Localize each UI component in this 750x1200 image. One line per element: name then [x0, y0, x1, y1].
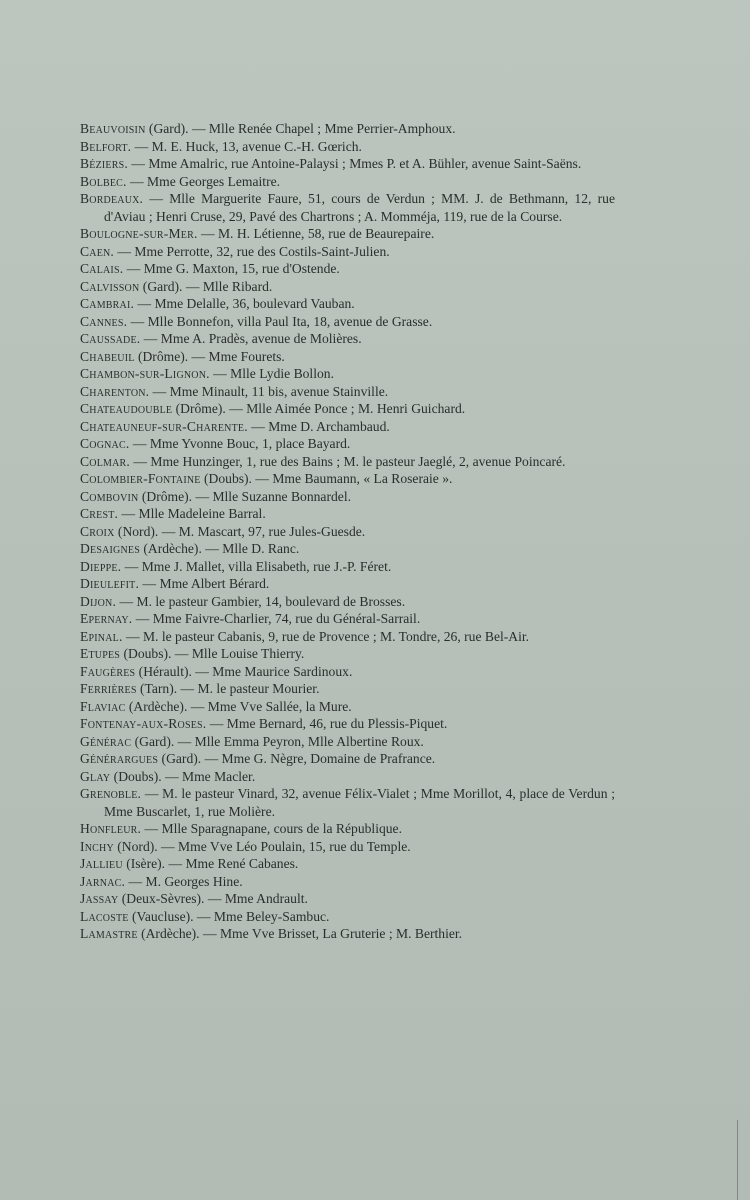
- town-name: Caussade.: [80, 331, 141, 346]
- list-entry: [80, 453, 615, 471]
- entry-details: — M. H. Létienne, 58, rue de Beaurepaire.: [197, 226, 435, 241]
- list-entry: [80, 190, 615, 225]
- town-name: Grenoble.: [80, 786, 142, 801]
- entry-details: (Ardèche). — Mme Vve Brisset, La Gruterie ; M. Berthier.: [137, 926, 463, 941]
- entry-details: — Mme G. Maxton, 15, rue d'Ostende.: [123, 261, 340, 276]
- list-entry: [80, 855, 615, 873]
- town-name: Calvisson: [80, 278, 140, 294]
- town-name: Chateauneuf-sur-Charente.: [80, 418, 248, 434]
- list-entry: [80, 470, 615, 488]
- entry-details: (Gard). — Mlle Ribard.: [139, 278, 273, 294]
- list-entry: [80, 418, 615, 436]
- entry-details: — Mme A. Pradès, avenue de Molières.: [140, 331, 362, 346]
- town-name: Cognac.: [80, 436, 130, 451]
- town-name: Lacoste: [80, 908, 129, 924]
- list-entry: [80, 365, 615, 383]
- entry-details: — M. le pasteur Gambier, 14, boulevard de Brosses.: [116, 593, 406, 609]
- list-entry: [80, 698, 615, 716]
- town-name: Chambon-sur-Lignon.: [80, 366, 210, 381]
- list-entry: [80, 540, 615, 558]
- address-list: [80, 120, 615, 943]
- town-name: Colombier-Fontaine: [80, 471, 201, 486]
- entry-details: — Mlle Bonnefon, villa Paul Ita, 18, avenue de Grasse.: [127, 313, 433, 329]
- list-entry: [80, 908, 615, 926]
- list-entry: [80, 383, 615, 401]
- list-entry: [80, 348, 615, 366]
- entry-details: (Deux-Sèvres). — Mme Andrault.: [118, 891, 308, 906]
- town-name: Jallieu: [80, 856, 123, 871]
- entry-details: — Mme Minault, 11 bis, avenue Stainville.: [149, 383, 389, 399]
- list-entry: [80, 750, 615, 768]
- entry-details: — M. Georges Hine.: [125, 873, 243, 889]
- entry-details: (Nord). — Mme Vve Léo Poulain, 15, rue du Temple.: [113, 838, 411, 854]
- entry-details: (Nord). — M. Mascart, 97, rue Jules-Guesde.: [114, 523, 366, 539]
- town-name: Honfleur.: [80, 821, 142, 836]
- town-name: Combovin: [80, 488, 139, 504]
- town-name: Croix: [80, 523, 115, 539]
- list-entry: [80, 820, 615, 838]
- town-name: Boulogne-sur-Mer.: [80, 226, 198, 241]
- list-entry: [80, 173, 615, 191]
- town-name: Chateaudouble: [80, 401, 173, 416]
- town-name: Epinal.: [80, 628, 123, 644]
- entry-details: (Drôme). — Mlle Suzanne Bonnardel.: [138, 488, 351, 504]
- entry-details: (Doubs). — Mlle Louise Thierry.: [120, 646, 305, 661]
- town-name: Caen.: [80, 243, 115, 259]
- list-entry: [80, 645, 615, 663]
- town-name: Lamastre: [80, 926, 138, 941]
- entry-details: (Isère). — Mme René Cabanes.: [122, 856, 299, 871]
- town-name: Belfort.: [80, 138, 132, 154]
- entry-details: (Doubs). — Mme Macler.: [110, 768, 256, 784]
- list-entry: [80, 523, 615, 541]
- entry-details: — Mme Faivre-Charlier, 74, rue du Général-Sarrail.: [132, 611, 421, 626]
- list-entry: [80, 663, 615, 681]
- town-name: Béziers.: [80, 156, 128, 171]
- list-entry: [80, 260, 615, 278]
- list-entry: [80, 243, 615, 261]
- entry-details: — Mme Delalle, 36, boulevard Vauban.: [134, 296, 355, 311]
- entry-details: — Mme Bernard, 46, rue du Plessis-Piquet.: [206, 716, 448, 731]
- list-entry: [80, 155, 615, 173]
- town-name: Beauvoisin: [80, 121, 146, 136]
- town-name: Etupes: [80, 646, 121, 661]
- entry-details: — Mme Georges Lemaitre.: [126, 173, 281, 189]
- entry-details: — Mme D. Archambaud.: [247, 418, 390, 434]
- town-name: Générac: [80, 733, 132, 749]
- entry-details: — Mme Yvonne Bouc, 1, place Bayard.: [129, 436, 351, 451]
- town-name: Crest.: [80, 506, 119, 521]
- entry-details: — Mme J. Mallet, villa Elisabeth, rue J.-P. Féret.: [121, 558, 392, 574]
- list-entry: [80, 138, 615, 156]
- list-entry: [80, 890, 615, 908]
- entry-details: — Mme Perrotte, 32, rue des Costils-Saint-Julien.: [114, 243, 390, 259]
- town-name: Flaviac: [80, 698, 126, 714]
- list-entry: [80, 593, 615, 611]
- list-entry: [80, 558, 615, 576]
- list-entry: [80, 575, 615, 593]
- town-name: Bordeaux.: [80, 191, 144, 206]
- town-name: Jarnac.: [80, 873, 126, 889]
- list-entry: [80, 505, 615, 523]
- town-name: Jassay: [80, 891, 119, 906]
- entry-details: (Gard). — Mlle Renée Chapel ; Mme Perrier-Amphoux.: [145, 121, 456, 136]
- town-name: Faugères: [80, 663, 136, 679]
- entry-details: — Mlle Marguerite Faure, 51, cours de Verdun ; MM. J. de Bethmann, 12, rue d'Aviau ; Henri Cruse, 29, Pavé des Chartrons ; A. Momméja, 119, rue de la Course.: [104, 191, 615, 224]
- town-name: Calais.: [80, 261, 124, 276]
- town-name: Dieppe.: [80, 558, 122, 574]
- entry-details: (Tarn). — M. le pasteur Mourier.: [136, 681, 320, 696]
- entry-details: — Mlle Madeleine Barral.: [118, 506, 266, 521]
- list-entry: [80, 400, 615, 418]
- page-fold-mark: [737, 1120, 748, 1200]
- list-entry: [80, 488, 615, 506]
- entry-details: — M. le pasteur Vinard, 32, avenue Félix-Vialet ; Mme Morillot, 4, place de Verdun ; Mme Buscarlet, 1, rue Molière.: [104, 786, 615, 819]
- entry-details: (Doubs). — Mme Baumann, « La Roseraie ».: [200, 471, 453, 486]
- town-name: Générargues: [80, 751, 159, 766]
- town-name: Chabeuil: [80, 348, 135, 364]
- list-entry: [80, 628, 615, 646]
- town-name: Ferrières: [80, 681, 137, 696]
- entry-details: (Ardèche). — Mme Vve Sallée, la Mure.: [125, 698, 352, 714]
- entry-details: — Mme Albert Bérard.: [139, 576, 270, 591]
- list-entry: [80, 733, 615, 751]
- town-name: Inchy: [80, 838, 114, 854]
- list-entry: [80, 715, 615, 733]
- entry-details: (Hérault). — Mme Maurice Sardinoux.: [135, 663, 353, 679]
- town-name: Dieulefit.: [80, 576, 140, 591]
- list-entry: [80, 278, 615, 296]
- entry-details: — M. E. Huck, 13, avenue C.-H. Gœrich.: [131, 138, 362, 154]
- list-entry: [80, 610, 615, 628]
- list-entry: [80, 120, 615, 138]
- town-name: Desaignes: [80, 541, 140, 556]
- town-name: Epernay.: [80, 611, 133, 626]
- town-name: Cambrai.: [80, 296, 135, 311]
- list-entry: [80, 768, 615, 786]
- entry-details: (Vaucluse). — Mme Beley-Sambuc.: [128, 908, 330, 924]
- entry-details: (Drôme). — Mlle Aimée Ponce ; M. Henri Guichard.: [172, 401, 466, 416]
- entry-details: (Gard). — Mme G. Nègre, Domaine de Prafrance.: [158, 751, 436, 766]
- town-name: Bolbec.: [80, 173, 127, 189]
- entry-details: (Drôme). — Mme Fourets.: [134, 348, 285, 364]
- list-entry: [80, 225, 615, 243]
- entry-details: — Mme Hunzinger, 1, rue des Bains ; M. le pasteur Jaeglé, 2, avenue Poincaré.: [129, 453, 566, 469]
- list-entry: [80, 680, 615, 698]
- entry-details: — Mme Amalric, rue Antoine-Palaysi ; Mmes P. et A. Bühler, avenue Saint-Saëns.: [127, 156, 582, 171]
- entry-details: — Mlle Sparagnapane, cours de la République.: [141, 821, 402, 836]
- town-name: Dijon.: [80, 593, 117, 609]
- entry-details: — M. le pasteur Cabanis, 9, rue de Provence ; M. Tondre, 26, rue Bel-Air.: [122, 628, 530, 644]
- list-entry: [80, 330, 615, 348]
- list-entry: [80, 435, 615, 453]
- town-name: Glay: [80, 768, 111, 784]
- entry-details: (Gard). — Mlle Emma Peyron, Mlle Albertine Roux.: [131, 733, 424, 749]
- town-name: Charenton.: [80, 383, 150, 399]
- entry-details: (Ardèche). — Mlle D. Ranc.: [139, 541, 300, 556]
- list-entry: [80, 925, 615, 943]
- entry-details: — Mlle Lydie Bollon.: [209, 366, 334, 381]
- list-entry: [80, 873, 615, 891]
- list-entry: [80, 785, 615, 820]
- town-name: Colmar.: [80, 453, 130, 469]
- list-entry: [80, 313, 615, 331]
- town-name: Cannes.: [80, 313, 128, 329]
- list-entry: [80, 838, 615, 856]
- town-name: Fontenay-aux-Roses.: [80, 716, 207, 731]
- list-entry: [80, 295, 615, 313]
